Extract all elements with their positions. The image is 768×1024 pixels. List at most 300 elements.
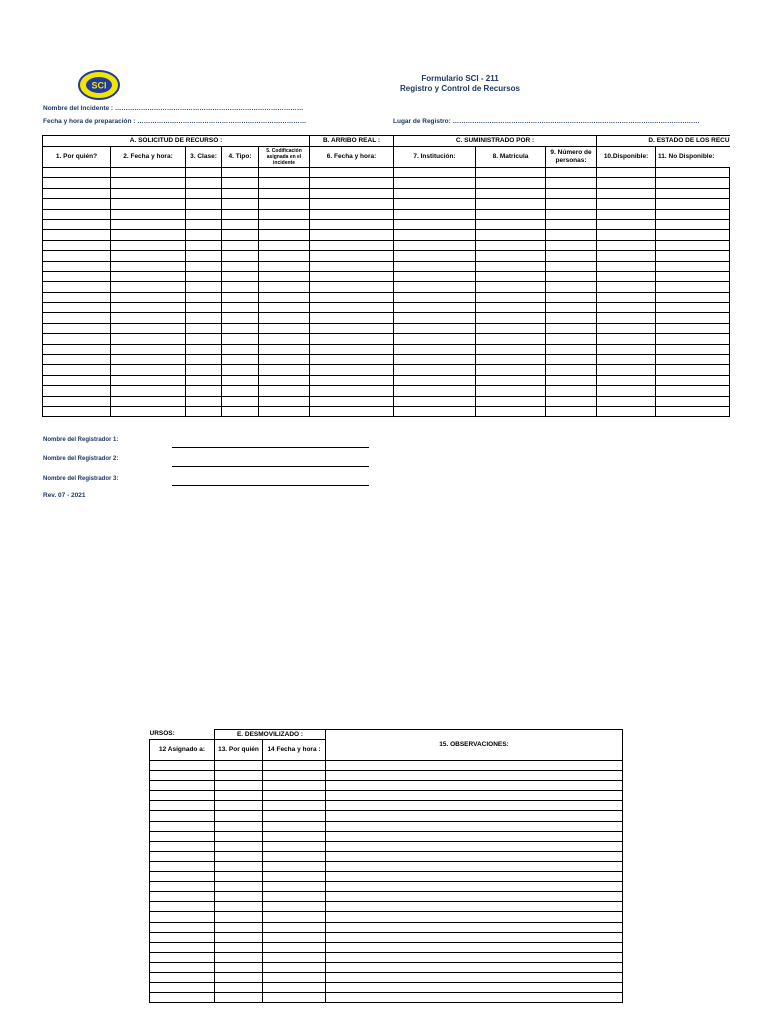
table-cell[interactable]	[43, 365, 111, 375]
table-cell[interactable]	[546, 251, 597, 261]
table-cell[interactable]	[215, 902, 263, 912]
table-cell[interactable]	[259, 386, 310, 396]
table-cell[interactable]	[263, 983, 326, 993]
table-cell[interactable]	[150, 892, 215, 902]
table-cell[interactable]	[310, 240, 394, 250]
table-cell[interactable]	[476, 292, 546, 302]
table-cell[interactable]	[222, 375, 259, 385]
table-cell[interactable]	[150, 952, 215, 962]
table-cell[interactable]	[656, 375, 730, 385]
table-cell[interactable]	[186, 209, 222, 219]
table-cell[interactable]	[546, 271, 597, 281]
table-cell[interactable]	[259, 219, 310, 229]
table-cell[interactable]	[476, 303, 546, 313]
table-cell[interactable]	[476, 168, 546, 178]
table-cell[interactable]	[186, 261, 222, 271]
table-cell[interactable]	[259, 230, 310, 240]
table-cell[interactable]	[597, 261, 656, 271]
table-cell[interactable]	[546, 292, 597, 302]
table-cell[interactable]	[656, 251, 730, 261]
table-cell[interactable]	[259, 178, 310, 188]
table-cell[interactable]	[597, 344, 656, 354]
table-cell[interactable]	[310, 261, 394, 271]
table-cell[interactable]	[215, 922, 263, 932]
table-cell[interactable]	[656, 303, 730, 313]
table-cell[interactable]	[546, 188, 597, 198]
table-cell[interactable]	[43, 355, 111, 365]
table-cell[interactable]	[656, 168, 730, 178]
table-cell[interactable]	[215, 811, 263, 821]
table-cell[interactable]	[476, 396, 546, 406]
table-cell[interactable]	[150, 861, 215, 871]
table-cell[interactable]	[326, 791, 623, 801]
table-cell[interactable]	[259, 199, 310, 209]
table-cell[interactable]	[326, 882, 623, 892]
table-cell[interactable]	[43, 199, 111, 209]
table-cell[interactable]	[150, 872, 215, 882]
table-cell[interactable]	[259, 168, 310, 178]
table-cell[interactable]	[111, 251, 186, 261]
table-cell[interactable]	[222, 282, 259, 292]
table-cell[interactable]	[186, 375, 222, 385]
table-cell[interactable]	[394, 292, 476, 302]
table-cell[interactable]	[476, 355, 546, 365]
table-cell[interactable]	[111, 386, 186, 396]
table-cell[interactable]	[150, 841, 215, 851]
table-cell[interactable]	[656, 292, 730, 302]
table-cell[interactable]	[43, 209, 111, 219]
table-cell[interactable]	[597, 386, 656, 396]
table-cell[interactable]	[215, 771, 263, 781]
table-cell[interactable]	[326, 851, 623, 861]
table-cell[interactable]	[656, 313, 730, 323]
table-cell[interactable]	[259, 188, 310, 198]
table-cell[interactable]	[111, 230, 186, 240]
table-cell[interactable]	[186, 168, 222, 178]
table-cell[interactable]	[326, 811, 623, 821]
table-cell[interactable]	[597, 219, 656, 229]
table-cell[interactable]	[394, 168, 476, 178]
table-cell[interactable]	[326, 831, 623, 841]
table-cell[interactable]	[259, 334, 310, 344]
table-cell[interactable]	[259, 313, 310, 323]
table-cell[interactable]	[215, 872, 263, 882]
table-cell[interactable]	[597, 188, 656, 198]
table-cell[interactable]	[215, 932, 263, 942]
table-cell[interactable]	[597, 396, 656, 406]
table-cell[interactable]	[259, 344, 310, 354]
table-cell[interactable]	[222, 386, 259, 396]
table-cell[interactable]	[597, 303, 656, 313]
table-cell[interactable]	[215, 801, 263, 811]
table-cell[interactable]	[43, 219, 111, 229]
table-cell[interactable]	[215, 952, 263, 962]
table-cell[interactable]	[43, 386, 111, 396]
table-cell[interactable]	[310, 230, 394, 240]
table-cell[interactable]	[111, 261, 186, 271]
table-cell[interactable]	[263, 841, 326, 851]
table-cell[interactable]	[656, 344, 730, 354]
table-cell[interactable]	[476, 344, 546, 354]
table-cell[interactable]	[263, 882, 326, 892]
table-cell[interactable]	[263, 861, 326, 871]
table-cell[interactable]	[546, 344, 597, 354]
table-cell[interactable]	[150, 902, 215, 912]
table-cell[interactable]	[222, 344, 259, 354]
table-cell[interactable]	[263, 872, 326, 882]
table-cell[interactable]	[111, 271, 186, 281]
table-cell[interactable]	[656, 178, 730, 188]
table-cell[interactable]	[476, 323, 546, 333]
table-cell[interactable]	[597, 365, 656, 375]
table-cell[interactable]	[476, 178, 546, 188]
table-cell[interactable]	[222, 355, 259, 365]
table-cell[interactable]	[597, 334, 656, 344]
table-cell[interactable]	[394, 178, 476, 188]
table-cell[interactable]	[43, 334, 111, 344]
table-cell[interactable]	[394, 230, 476, 240]
table-cell[interactable]	[326, 912, 623, 922]
table-cell[interactable]	[259, 365, 310, 375]
table-cell[interactable]	[259, 406, 310, 416]
table-cell[interactable]	[310, 323, 394, 333]
table-cell[interactable]	[476, 230, 546, 240]
table-cell[interactable]	[43, 303, 111, 313]
table-cell[interactable]	[546, 219, 597, 229]
table-cell[interactable]	[326, 781, 623, 791]
table-cell[interactable]	[656, 240, 730, 250]
table-cell[interactable]	[222, 240, 259, 250]
table-cell[interactable]	[215, 912, 263, 922]
table-cell[interactable]	[186, 313, 222, 323]
table-cell[interactable]	[597, 375, 656, 385]
table-cell[interactable]	[222, 230, 259, 240]
table-cell[interactable]	[186, 271, 222, 281]
table-cell[interactable]	[476, 406, 546, 416]
table-cell[interactable]	[222, 303, 259, 313]
table-cell[interactable]	[394, 344, 476, 354]
table-cell[interactable]	[259, 282, 310, 292]
table-cell[interactable]	[656, 323, 730, 333]
table-cell[interactable]	[656, 365, 730, 375]
table-cell[interactable]	[326, 841, 623, 851]
table-cell[interactable]	[263, 791, 326, 801]
table-cell[interactable]	[263, 912, 326, 922]
table-cell[interactable]	[150, 962, 215, 972]
table-cell[interactable]	[222, 251, 259, 261]
table-cell[interactable]	[222, 261, 259, 271]
table-cell[interactable]	[546, 261, 597, 271]
table-cell[interactable]	[43, 282, 111, 292]
table-cell[interactable]	[326, 821, 623, 831]
table-cell[interactable]	[111, 334, 186, 344]
table-cell[interactable]	[326, 952, 623, 962]
table-cell[interactable]	[310, 313, 394, 323]
table-cell[interactable]	[43, 261, 111, 271]
table-cell[interactable]	[476, 271, 546, 281]
table-cell[interactable]	[215, 821, 263, 831]
table-cell[interactable]	[263, 892, 326, 902]
table-cell[interactable]	[150, 811, 215, 821]
table-cell[interactable]	[597, 292, 656, 302]
table-cell[interactable]	[111, 365, 186, 375]
table-cell[interactable]	[263, 801, 326, 811]
preparation-field[interactable]: ……………………………………………………………………	[137, 118, 307, 125]
table-cell[interactable]	[394, 219, 476, 229]
table-cell[interactable]	[394, 334, 476, 344]
table-cell[interactable]	[310, 178, 394, 188]
table-cell[interactable]	[222, 406, 259, 416]
table-cell[interactable]	[597, 251, 656, 261]
table-cell[interactable]	[259, 396, 310, 406]
table-cell[interactable]	[597, 230, 656, 240]
table-cell[interactable]	[656, 271, 730, 281]
table-cell[interactable]	[43, 188, 111, 198]
table-cell[interactable]	[597, 406, 656, 416]
table-cell[interactable]	[656, 230, 730, 240]
table-cell[interactable]	[43, 292, 111, 302]
table-cell[interactable]	[150, 781, 215, 791]
table-cell[interactable]	[259, 303, 310, 313]
table-cell[interactable]	[310, 271, 394, 281]
table-cell[interactable]	[310, 292, 394, 302]
incident-name-field[interactable]: ……………………………………………………………………………	[114, 105, 304, 112]
table-cell[interactable]	[326, 942, 623, 952]
table-cell[interactable]	[597, 178, 656, 188]
table-cell[interactable]	[186, 355, 222, 365]
table-cell[interactable]	[310, 282, 394, 292]
table-cell[interactable]	[43, 375, 111, 385]
table-cell[interactable]	[656, 406, 730, 416]
table-cell[interactable]	[597, 282, 656, 292]
table-cell[interactable]	[394, 240, 476, 250]
table-cell[interactable]	[326, 972, 623, 982]
table-cell[interactable]	[326, 801, 623, 811]
table-cell[interactable]	[394, 261, 476, 271]
table-cell[interactable]	[546, 199, 597, 209]
table-cell[interactable]	[310, 251, 394, 261]
table-cell[interactable]	[263, 942, 326, 952]
table-cell[interactable]	[656, 355, 730, 365]
table-cell[interactable]	[222, 168, 259, 178]
table-cell[interactable]	[263, 962, 326, 972]
table-cell[interactable]	[263, 952, 326, 962]
table-cell[interactable]	[310, 219, 394, 229]
table-cell[interactable]	[215, 962, 263, 972]
table-cell[interactable]	[111, 282, 186, 292]
table-cell[interactable]	[263, 781, 326, 791]
table-cell[interactable]	[310, 168, 394, 178]
table-cell[interactable]	[546, 386, 597, 396]
table-cell[interactable]	[186, 230, 222, 240]
table-cell[interactable]	[150, 983, 215, 993]
table-cell[interactable]	[111, 313, 186, 323]
table-cell[interactable]	[111, 292, 186, 302]
table-cell[interactable]	[394, 251, 476, 261]
table-cell[interactable]	[259, 261, 310, 271]
table-cell[interactable]	[222, 199, 259, 209]
table-cell[interactable]	[326, 861, 623, 871]
table-cell[interactable]	[259, 292, 310, 302]
table-cell[interactable]	[546, 209, 597, 219]
table-cell[interactable]	[476, 219, 546, 229]
table-cell[interactable]	[546, 178, 597, 188]
table-cell[interactable]	[656, 199, 730, 209]
table-cell[interactable]	[656, 261, 730, 271]
table-cell[interactable]	[546, 396, 597, 406]
table-cell[interactable]	[394, 303, 476, 313]
table-cell[interactable]	[326, 962, 623, 972]
table-cell[interactable]	[263, 993, 326, 1003]
table-cell[interactable]	[111, 240, 186, 250]
table-cell[interactable]	[263, 922, 326, 932]
table-cell[interactable]	[150, 932, 215, 942]
table-cell[interactable]	[656, 188, 730, 198]
table-cell[interactable]	[215, 861, 263, 871]
table-cell[interactable]	[476, 365, 546, 375]
table-cell[interactable]	[394, 355, 476, 365]
table-cell[interactable]	[43, 178, 111, 188]
table-cell[interactable]	[43, 396, 111, 406]
table-cell[interactable]	[546, 240, 597, 250]
table-cell[interactable]	[326, 983, 623, 993]
table-cell[interactable]	[150, 791, 215, 801]
table-cell[interactable]	[597, 209, 656, 219]
table-cell[interactable]	[259, 323, 310, 333]
table-cell[interactable]	[215, 882, 263, 892]
table-cell[interactable]	[222, 292, 259, 302]
table-cell[interactable]	[263, 771, 326, 781]
table-cell[interactable]	[150, 972, 215, 982]
table-cell[interactable]	[111, 303, 186, 313]
table-cell[interactable]	[150, 882, 215, 892]
table-cell[interactable]	[150, 942, 215, 952]
table-cell[interactable]	[394, 313, 476, 323]
table-cell[interactable]	[310, 334, 394, 344]
table-cell[interactable]	[476, 282, 546, 292]
table-cell[interactable]	[186, 251, 222, 261]
table-cell[interactable]	[597, 240, 656, 250]
table-cell[interactable]	[111, 168, 186, 178]
table-cell[interactable]	[394, 406, 476, 416]
table-cell[interactable]	[310, 386, 394, 396]
table-cell[interactable]	[150, 801, 215, 811]
table-cell[interactable]	[310, 209, 394, 219]
table-cell[interactable]	[546, 323, 597, 333]
table-cell[interactable]	[546, 355, 597, 365]
table-cell[interactable]	[111, 178, 186, 188]
table-cell[interactable]	[150, 851, 215, 861]
table-cell[interactable]	[43, 406, 111, 416]
table-cell[interactable]	[150, 821, 215, 831]
table-cell[interactable]	[222, 178, 259, 188]
table-cell[interactable]	[263, 821, 326, 831]
table-cell[interactable]	[222, 209, 259, 219]
table-cell[interactable]	[215, 972, 263, 982]
table-cell[interactable]	[215, 892, 263, 902]
table-cell[interactable]	[111, 375, 186, 385]
table-cell[interactable]	[263, 831, 326, 841]
table-cell[interactable]	[310, 188, 394, 198]
table-cell[interactable]	[310, 365, 394, 375]
table-cell[interactable]	[43, 240, 111, 250]
table-cell[interactable]	[326, 932, 623, 942]
table-cell[interactable]	[43, 230, 111, 240]
table-cell[interactable]	[656, 219, 730, 229]
table-cell[interactable]	[263, 972, 326, 982]
table-cell[interactable]	[326, 771, 623, 781]
table-cell[interactable]	[546, 230, 597, 240]
table-cell[interactable]	[310, 199, 394, 209]
table-cell[interactable]	[186, 406, 222, 416]
table-cell[interactable]	[111, 199, 186, 209]
table-cell[interactable]	[263, 902, 326, 912]
table-cell[interactable]	[394, 365, 476, 375]
table-cell[interactable]	[150, 761, 215, 771]
table-cell[interactable]	[310, 303, 394, 313]
table-cell[interactable]	[215, 993, 263, 1003]
table-cell[interactable]	[222, 365, 259, 375]
table-cell[interactable]	[476, 375, 546, 385]
table-cell[interactable]	[310, 355, 394, 365]
table-cell[interactable]	[597, 323, 656, 333]
table-cell[interactable]	[597, 271, 656, 281]
table-cell[interactable]	[43, 313, 111, 323]
table-cell[interactable]	[394, 386, 476, 396]
table-cell[interactable]	[546, 303, 597, 313]
table-cell[interactable]	[259, 251, 310, 261]
table-cell[interactable]	[150, 993, 215, 1003]
table-cell[interactable]	[656, 334, 730, 344]
table-cell[interactable]	[215, 791, 263, 801]
table-cell[interactable]	[111, 355, 186, 365]
table-cell[interactable]	[111, 323, 186, 333]
table-cell[interactable]	[263, 811, 326, 821]
register-place-field[interactable]: ……………………………………………………………………………………………………	[452, 118, 700, 125]
table-cell[interactable]	[186, 303, 222, 313]
table-cell[interactable]	[546, 313, 597, 323]
table-cell[interactable]	[111, 209, 186, 219]
table-cell[interactable]	[326, 892, 623, 902]
table-cell[interactable]	[215, 851, 263, 861]
table-cell[interactable]	[546, 375, 597, 385]
table-cell[interactable]	[597, 313, 656, 323]
table-cell[interactable]	[546, 365, 597, 375]
table-cell[interactable]	[394, 188, 476, 198]
table-cell[interactable]	[186, 344, 222, 354]
table-cell[interactable]	[186, 282, 222, 292]
table-cell[interactable]	[111, 188, 186, 198]
table-cell[interactable]	[186, 334, 222, 344]
table-cell[interactable]	[259, 375, 310, 385]
table-cell[interactable]	[597, 355, 656, 365]
table-cell[interactable]	[310, 406, 394, 416]
table-cell[interactable]	[476, 199, 546, 209]
table-cell[interactable]	[656, 209, 730, 219]
table-cell[interactable]	[476, 386, 546, 396]
table-cell[interactable]	[215, 983, 263, 993]
table-cell[interactable]	[222, 188, 259, 198]
table-cell[interactable]	[546, 334, 597, 344]
registrar-1-line[interactable]	[172, 447, 369, 448]
table-cell[interactable]	[215, 781, 263, 791]
table-cell[interactable]	[394, 375, 476, 385]
table-cell[interactable]	[186, 219, 222, 229]
table-cell[interactable]	[186, 199, 222, 209]
table-cell[interactable]	[394, 282, 476, 292]
table-cell[interactable]	[597, 168, 656, 178]
registrar-2-line[interactable]	[172, 466, 369, 467]
